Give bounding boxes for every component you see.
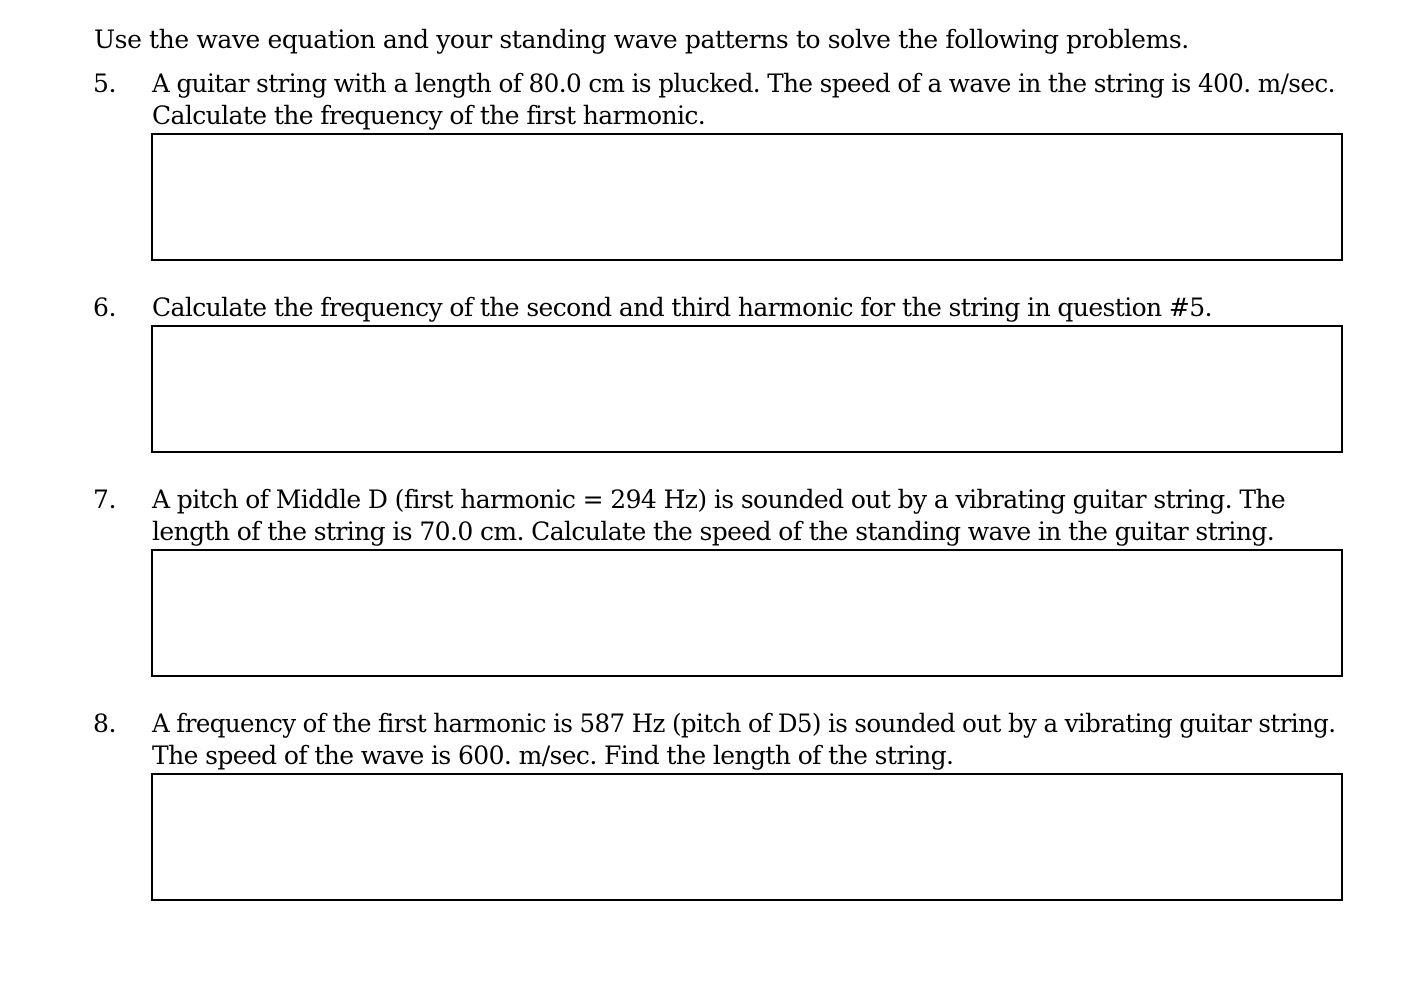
question-6-number: 6. xyxy=(93,293,117,322)
question-5-text-line-1: A guitar string with a length of 80.0 cm is plucked. The speed of a wave in the string is 400. m/sec. xyxy=(152,69,1335,98)
question-6-text-line-1: Calculate the frequency of the second and third harmonic for the string in question #5. xyxy=(152,293,1212,322)
question-5-number: 5. xyxy=(93,69,117,98)
question-8-text-line-1: A frequency of the first harmonic is 587 Hz (pitch of D5) is sounded out by a vibrating guitar string. xyxy=(152,709,1336,738)
question-5-answer-box[interactable] xyxy=(151,133,1343,261)
question-8-text-line-2: The speed of the wave is 600. m/sec. Find the length of the string. xyxy=(152,741,954,770)
question-8-answer-box[interactable] xyxy=(151,773,1343,901)
instructions-text: Use the wave equation and your standing wave patterns to solve the following problems. xyxy=(94,25,1189,54)
question-8-number: 8. xyxy=(93,709,117,738)
question-7-answer-box[interactable] xyxy=(151,549,1343,677)
question-6-answer-box[interactable] xyxy=(151,325,1343,453)
question-5-text-line-2: Calculate the frequency of the first harmonic. xyxy=(152,101,706,130)
question-7-text-line-1: A pitch of Middle D (first harmonic = 294 Hz) is sounded out by a vibrating guitar string. The xyxy=(152,485,1286,514)
question-7-number: 7. xyxy=(93,485,117,514)
question-7-text-line-2: length of the string is 70.0 cm. Calculate the speed of the standing wave in the guitar string. xyxy=(152,517,1275,546)
